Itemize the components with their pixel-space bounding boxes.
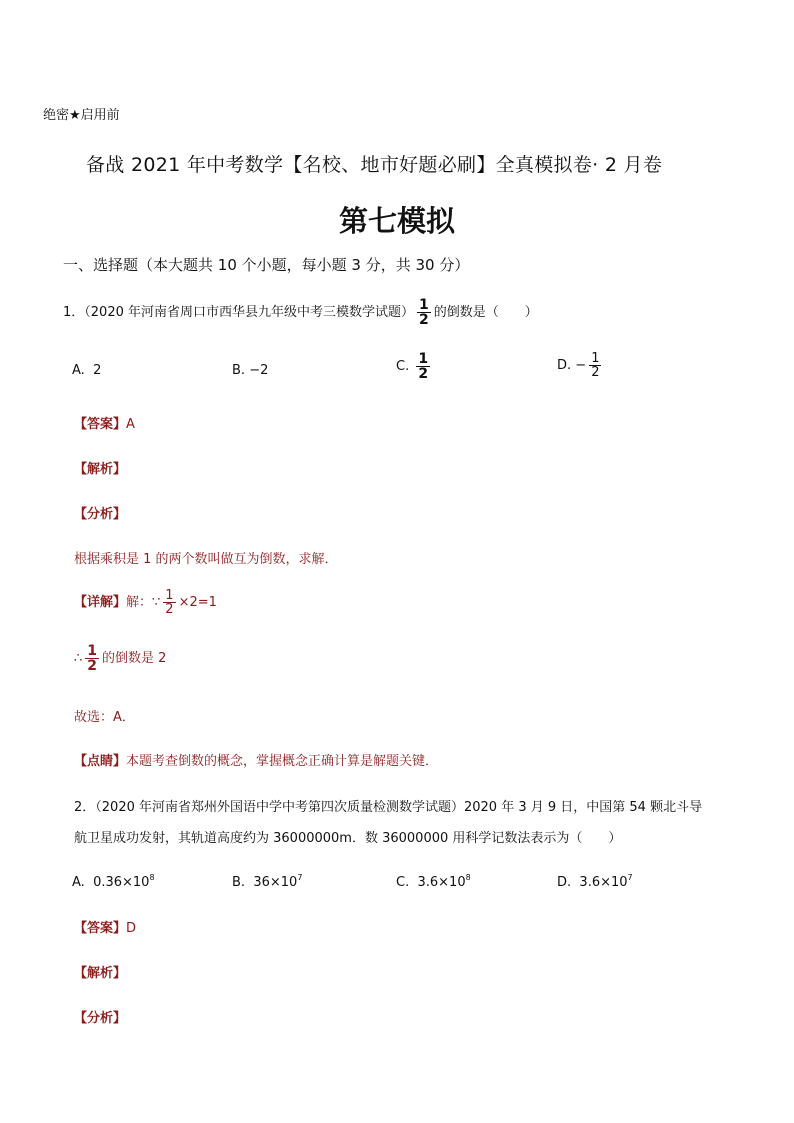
option-label: C. [396,359,410,374]
therefore-symbol: ∴ [74,651,83,666]
comment-text: 本题考查倒数的概念，掌握概念正确计算是解题关键． [126,754,439,769]
q1-comment [74,750,438,769]
frac-den: 2 [87,658,98,674]
q2-answer [74,917,136,936]
option-label: B. [232,875,246,890]
q2-fenxi-tag: 【分析】 [74,1011,127,1026]
option-base: 0.36×10 [93,875,150,890]
answer-value: A [126,417,135,432]
frac-num: 1 [165,588,174,603]
document-title: 备战 2021 年中考数学【名校、地市好题必刷】全真模拟卷· 2 月卷 [86,154,663,176]
comment-tag: 【点睛】 [74,754,127,769]
option-base: 3.6×10 [579,875,628,890]
option-base: 36×10 [253,875,298,890]
option-value: 2 [93,363,102,378]
question-2-line-2: 航卫星成功发射，其轨道高度约为 36000000m．数 36000000 用科学记数法表示为（ ） [74,831,622,846]
option-value: −2 [249,363,269,378]
confidential-label: 绝密★启用前 [43,108,120,123]
q1-answer [74,413,135,432]
q1-fenxi-tag: 【分析】 [74,507,127,522]
option-exponent: 8 [149,873,155,882]
q2-option-d [557,873,633,890]
question-1 [63,298,538,327]
option-fraction [589,352,601,379]
q2-option-b [232,873,302,890]
frac-den: 2 [418,366,429,382]
frac-den: 2 [165,602,174,617]
q1-fraction [417,298,431,327]
frac-num: 1 [418,351,429,367]
detail-prefix: 解：∵ [126,595,161,610]
answer-tag: 【答案】 [74,417,127,432]
q1-option-d [557,352,604,379]
option-fraction [416,352,430,381]
q1-option-b [232,363,268,378]
answer-value: D [126,921,137,936]
option-label: B. [232,363,246,378]
option-base: 3.6×10 [417,875,466,890]
section-heading: 一、选择题（本大题共 10 个小题，每小题 3 分，共 30 分） [63,256,470,274]
q2-option-c [396,873,471,890]
frac-num: 1 [591,351,600,366]
therefore-fraction [85,644,99,673]
frac-num: 1 [87,643,98,659]
q1-choose: 故选：A． [74,710,135,725]
page-title: 第七模拟 [338,204,455,238]
q2-option-a [72,873,155,890]
option-label: C. [396,875,410,890]
q1-option-c [396,352,433,381]
q2-analysis-tag: 【解析】 [74,966,127,981]
q1-frac-den: 2 [419,312,429,328]
option-label: D. [557,875,572,890]
detail-fraction [163,589,175,616]
q1-detail [74,589,217,616]
q1-option-a [72,363,101,378]
q1-frac-num: 1 [419,297,429,313]
therefore-suffix: 的倒数是 2 [102,651,167,666]
option-label: D. [557,358,572,373]
option-sign: − [575,358,587,373]
detail-tag: 【详解】 [74,595,127,610]
option-exponent: 7 [297,873,303,882]
option-label: A. [72,363,85,378]
detail-suffix: ×2=1 [178,595,217,610]
option-exponent: 8 [465,873,471,882]
q1-prefix: 1．（2020 年河南省周口市西华县九年级中考三模数学试题） [63,305,414,320]
answer-tag: 【答案】 [74,921,127,936]
option-label: A. [72,875,85,890]
frac-den: 2 [591,365,600,380]
option-exponent: 7 [627,873,633,882]
question-2-line-1: 2．（2020 年河南省郑州外国语中学中考第四次质量检测数学试题）2020 年 3 月 9 日，中国第 54 颗北斗导 [74,800,703,815]
q1-suffix: 的倒数是（ ） [433,305,538,320]
q1-therefore [74,644,166,673]
q1-fenxi-text: 根据乘积是 1 的两个数叫做互为倒数，求解． [74,552,338,567]
q1-analysis-tag: 【解析】 [74,462,127,477]
